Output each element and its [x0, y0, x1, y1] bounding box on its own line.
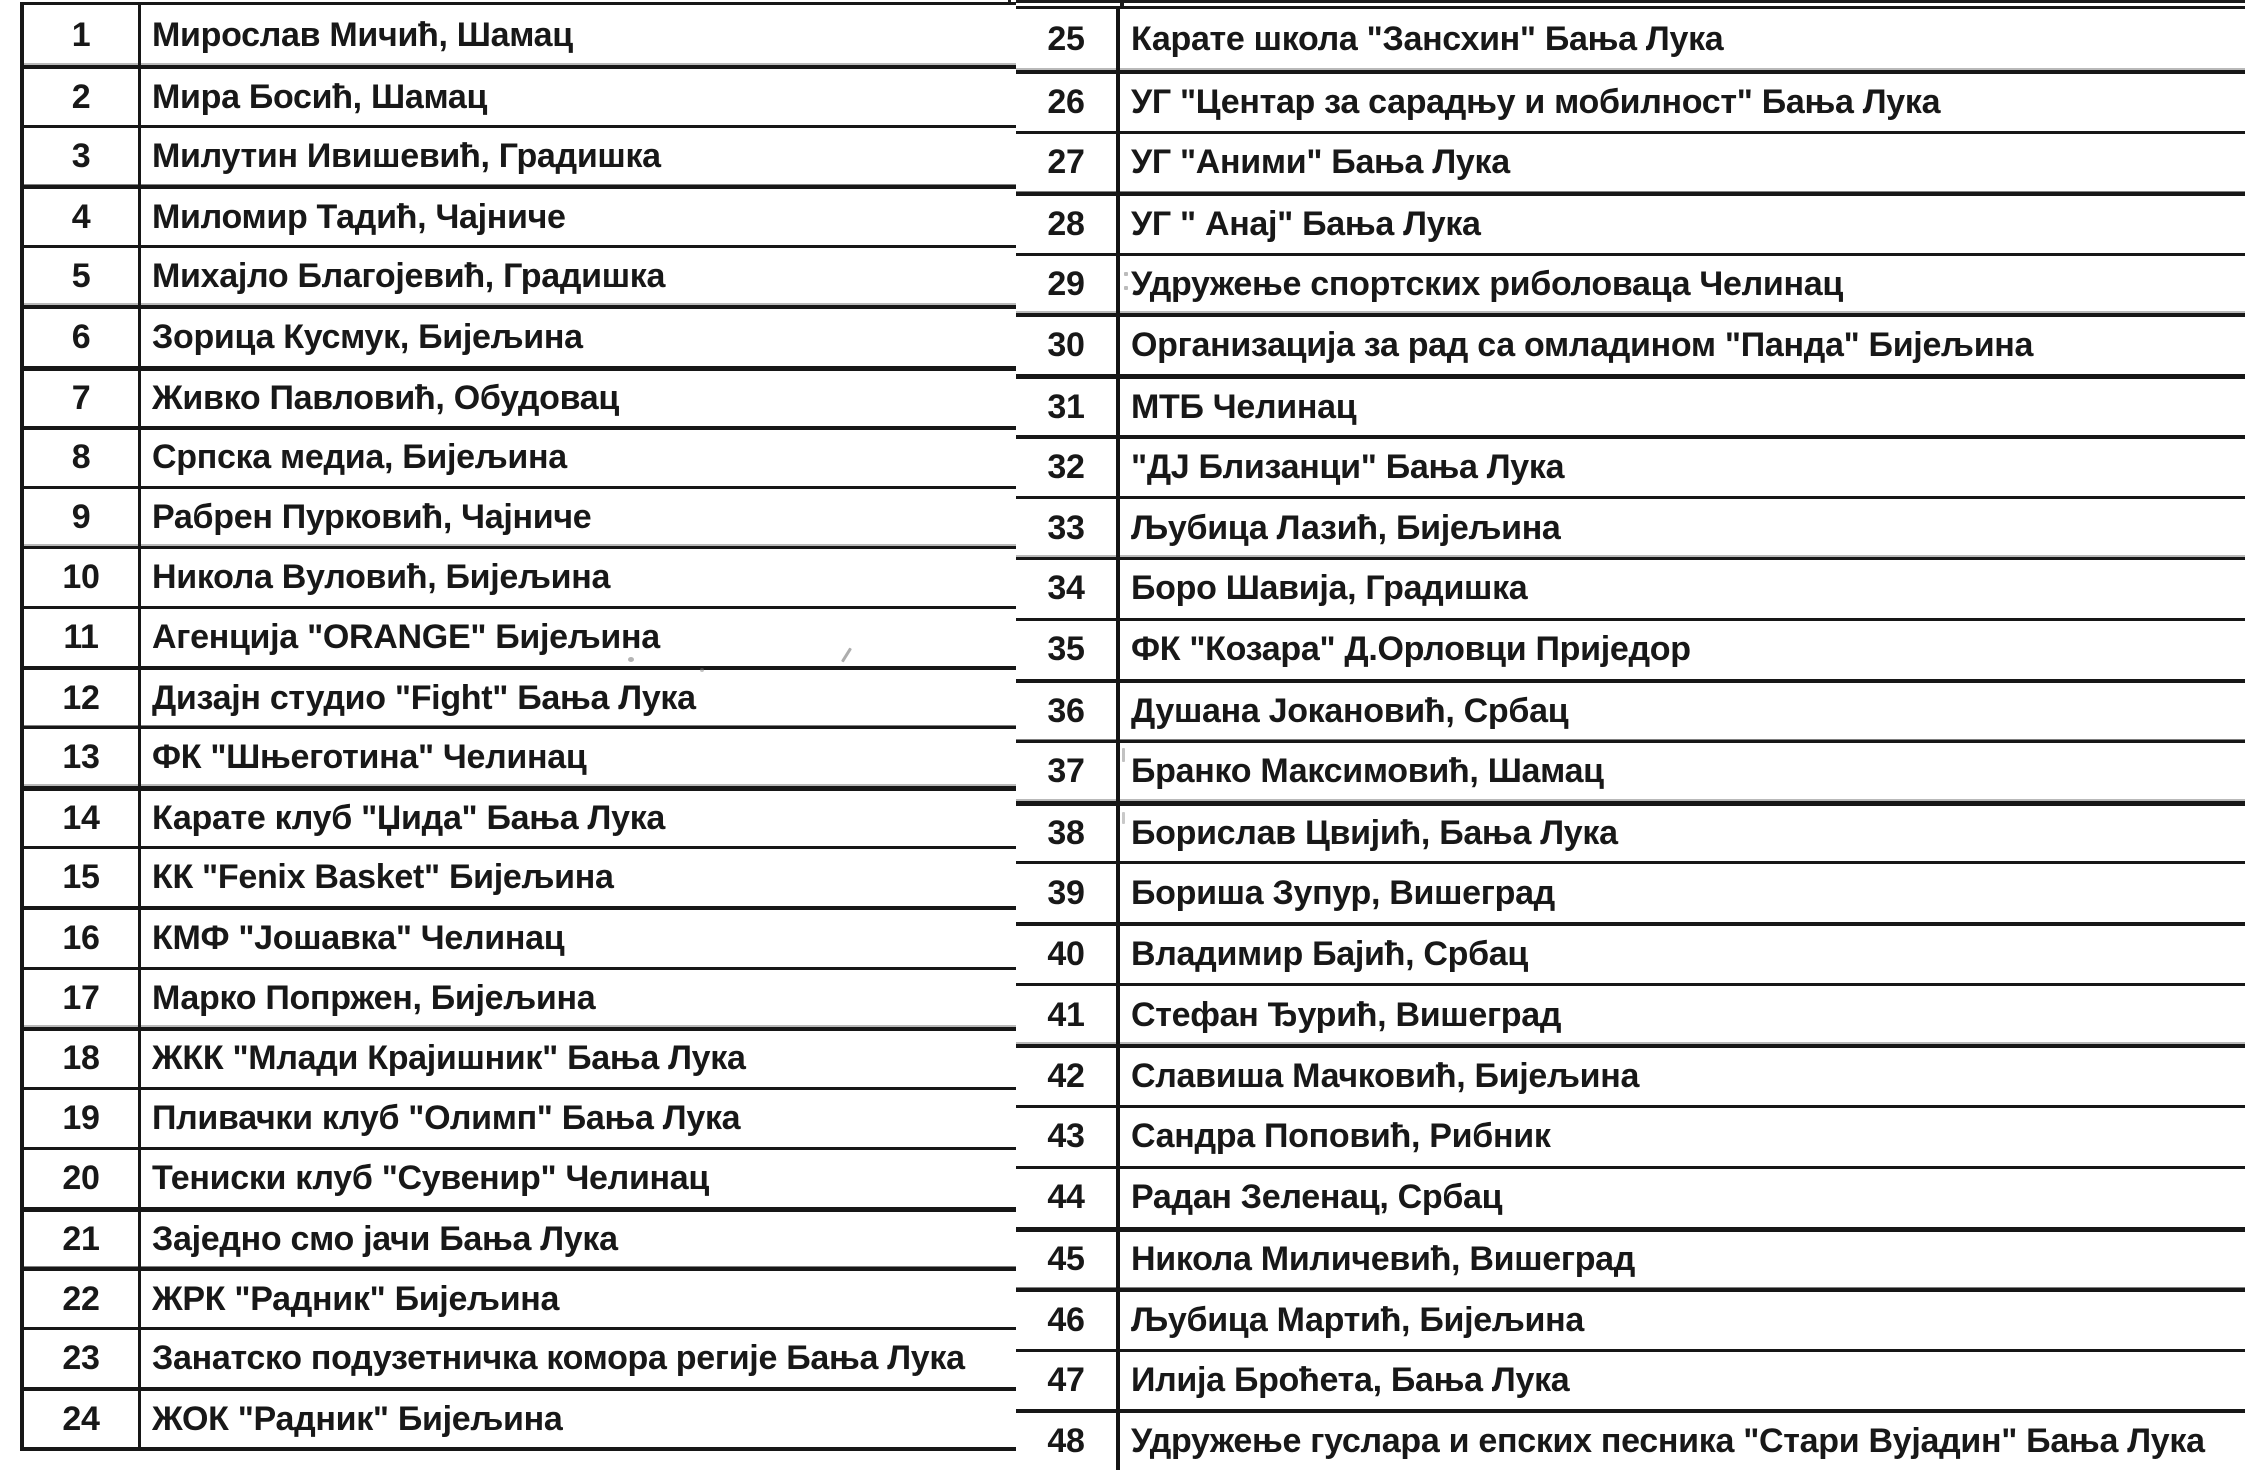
table-row — [1016, 1349, 2245, 1410]
row-number: 48 — [1016, 1413, 1120, 1470]
row-entry: Организација за рад са омладином "Панда" Бијељина — [1131, 326, 2034, 365]
row-number: 25 — [1016, 9, 1120, 70]
row-number: 12 — [24, 670, 141, 726]
row-entry: Никола Вуловић, Бијељина — [152, 557, 611, 596]
row-number: 44 — [1016, 1169, 1120, 1227]
row-number: 15 — [24, 849, 141, 906]
row-entry: Карате клуб "Џида" Бања Лука — [152, 799, 666, 838]
row-number: 35 — [1016, 621, 1120, 679]
table-row — [1016, 131, 2245, 192]
row-entry: Тениски клуб "Сувенир" Челинац — [152, 1158, 709, 1197]
scan-noise-speck — [1122, 748, 1125, 762]
table-row — [24, 546, 1016, 606]
row-entry: ФК "Шњеготина" Челинац — [152, 738, 587, 777]
row-entry: Душана Јокановић, Србац — [1131, 691, 1569, 730]
row-entry: Занатско подузетничка комора регије Бања Лука — [152, 1339, 965, 1378]
scan-noise-speck — [628, 657, 634, 662]
row-entry: Пливачки клуб "Олимп" Бања Лука — [152, 1098, 741, 1137]
table-row — [24, 1267, 1016, 1327]
row-number: 16 — [24, 910, 141, 966]
row-number: 4 — [24, 189, 141, 245]
row-number: 30 — [1016, 317, 1120, 374]
row-number: 20 — [24, 1150, 141, 1207]
row-number: 7 — [24, 371, 141, 426]
table-row — [24, 486, 1016, 546]
registry-table-right — [1016, 6, 2245, 1470]
registry-table-left — [20, 2, 1016, 1451]
table-row — [24, 967, 1016, 1027]
row-entry: Стефан Ђурић, Вишеград — [1131, 995, 1562, 1034]
row-entry: "ДЈ Близанци" Бања Лука — [1131, 448, 1565, 487]
row-number: 28 — [1016, 196, 1120, 253]
row-number: 24 — [24, 1391, 141, 1447]
table-row — [1016, 618, 2245, 679]
row-number: 39 — [1016, 864, 1120, 922]
row-entry: Радан Зеленац, Србац — [1131, 1178, 1503, 1217]
row-number: 42 — [1016, 1048, 1120, 1105]
table-row — [1016, 1105, 2245, 1166]
row-entry: Милутин Ивишевић, Градишка — [152, 137, 661, 176]
row-number: 40 — [1016, 926, 1120, 983]
row-number: 26 — [1016, 74, 1120, 131]
table-row — [1016, 435, 2245, 496]
row-number: 13 — [24, 729, 141, 786]
row-entry: Љубица Лазић, Бијељина — [1131, 508, 1561, 547]
table-row — [1016, 9, 2245, 70]
row-entry: МТБ Челинац — [1131, 387, 1357, 426]
row-entry: Владимир Бајић, Србац — [1131, 935, 1529, 974]
row-entry: ЖКК "Млади Крајишник" Бања Лука — [152, 1039, 746, 1078]
table-row — [24, 1027, 1016, 1087]
row-number: 10 — [24, 549, 141, 606]
table-row — [24, 426, 1016, 486]
row-entry: Борислав Цвијић, Бања Лука — [1131, 814, 1618, 853]
row-entry: Никола Миличевић, Вишеград — [1131, 1240, 1636, 1279]
table-row — [24, 1327, 1016, 1387]
table-row — [1016, 374, 2245, 435]
table-row — [1016, 70, 2245, 131]
row-entry: Удружење гуслара и епских песника "Стари Вујадин" Бања Лука — [1131, 1422, 2205, 1461]
row-number: 32 — [1016, 439, 1120, 496]
row-entry: Мирослав Мичић, Шамац — [152, 15, 573, 54]
scan-line-fragment — [1016, 0, 2245, 3]
row-number: 2 — [24, 69, 141, 125]
row-entry: Илија Броћета, Бања Лука — [1131, 1361, 1570, 1400]
table-row — [1016, 922, 2245, 983]
row-entry: ФК "Козара" Д.Орловци Приједор — [1131, 630, 1691, 669]
row-entry: Сандра Поповић, Рибник — [1131, 1117, 1551, 1156]
row-entry: Марко Попржен, Бијељина — [152, 978, 596, 1017]
row-entry: Живко Павловић, Обудовац — [152, 378, 619, 417]
row-number: 33 — [1016, 499, 1120, 557]
row-entry: Љубица Мартић, Бијељина — [1131, 1300, 1584, 1339]
row-entry: Славиша Мачковић, Бијељина — [1131, 1057, 1640, 1096]
table-row — [1016, 740, 2245, 801]
table-row — [1016, 557, 2245, 618]
table-row — [1016, 313, 2245, 374]
table-row — [1016, 1409, 2245, 1470]
row-number: 5 — [24, 248, 141, 305]
row-entry: Заједно смо јачи Бања Лука — [152, 1219, 618, 1258]
table-row — [24, 1387, 1016, 1447]
scan-noise-speck — [1122, 812, 1125, 824]
row-entry: Рабрен Пурковић, Чајниче — [152, 497, 592, 536]
row-number: 19 — [24, 1090, 141, 1147]
scan-noise-speck — [1124, 272, 1128, 276]
row-number: 34 — [1016, 560, 1120, 618]
row-number: 36 — [1016, 683, 1120, 740]
row-entry: Бранко Максимовић, Шамац — [1131, 752, 1604, 791]
row-entry: Михајло Благојевић, Градишка — [152, 257, 666, 296]
table-row — [1016, 1044, 2245, 1105]
row-number: 14 — [24, 791, 141, 846]
table-row — [1016, 861, 2245, 922]
table-row — [24, 786, 1016, 846]
row-number: 37 — [1016, 743, 1120, 801]
row-number: 41 — [1016, 986, 1120, 1044]
table-row — [1016, 1166, 2245, 1227]
row-entry: КМФ "Јошавка" Челинац — [152, 918, 565, 957]
table-row — [1016, 801, 2245, 862]
table-row — [24, 1147, 1016, 1207]
row-entry: Српска медиа, Бијељина — [152, 438, 567, 477]
row-entry: Дизајн студио "Fight" Бања Лука — [152, 678, 696, 717]
table-row — [24, 726, 1016, 786]
table-row — [1016, 1227, 2245, 1288]
row-number: 22 — [24, 1271, 141, 1327]
table-row — [24, 606, 1016, 666]
row-entry: Агенција "ORANGE" Бијељина — [152, 617, 660, 656]
table-row — [24, 65, 1016, 125]
row-number: 21 — [24, 1212, 141, 1267]
row-number: 27 — [1016, 134, 1120, 192]
table-row — [24, 666, 1016, 726]
row-entry: Зорица Кусмук, Бијељина — [152, 318, 583, 357]
row-number: 9 — [24, 489, 141, 546]
row-number: 47 — [1016, 1352, 1120, 1410]
row-entry: УГ " Анај" Бања Лука — [1131, 204, 1481, 243]
row-entry: УГ "Аними" Бања Лука — [1131, 143, 1510, 182]
row-number: 31 — [1016, 379, 1120, 435]
row-entry: КК "Fenix Basket" Бијељина — [152, 858, 614, 897]
table-row — [24, 1087, 1016, 1147]
scan-noise-speck — [1124, 286, 1128, 290]
row-number: 38 — [1016, 806, 1120, 862]
row-number: 11 — [24, 609, 141, 666]
row-entry: Удружење спортских риболоваца Челинац — [1131, 265, 1843, 303]
row-number: 45 — [1016, 1232, 1120, 1288]
row-number: 1 — [24, 5, 141, 65]
row-entry: ЖРК "Радник" Бијељина — [152, 1279, 560, 1318]
table-row — [24, 366, 1016, 426]
table-row — [24, 906, 1016, 966]
row-entry: Миломир Тадић, Чајниче — [152, 197, 566, 236]
table-row — [24, 305, 1016, 365]
row-entry: ЖОК "Радник" Бијељина — [152, 1399, 563, 1438]
row-number: 43 — [1016, 1108, 1120, 1166]
scan-noise-speck — [700, 668, 704, 672]
row-entry: Бориша Зупур, Вишеград — [1131, 873, 1555, 912]
row-entry: Карате школа "Зансхин" Бања Лука — [1131, 19, 1724, 58]
table-row — [1016, 192, 2245, 253]
row-number: 46 — [1016, 1292, 1120, 1349]
table-row — [1016, 679, 2245, 740]
table-row — [24, 185, 1016, 245]
row-number: 6 — [24, 309, 141, 365]
row-entry: Боро Шавија, Градишка — [1131, 569, 1528, 608]
row-number: 18 — [24, 1031, 141, 1087]
table-row — [24, 245, 1016, 305]
row-number: 3 — [24, 128, 141, 185]
table-row — [1016, 1288, 2245, 1349]
table-row — [1016, 253, 2245, 314]
row-number: 23 — [24, 1330, 141, 1387]
row-number: 29 — [1016, 256, 1120, 314]
table-row — [1016, 983, 2245, 1044]
table-row — [1016, 496, 2245, 557]
row-entry: УГ "Центар за сарадњу и мобилност" Бања Лука — [1131, 82, 1941, 121]
table-row — [24, 1207, 1016, 1267]
table-row — [24, 125, 1016, 185]
table-row — [24, 846, 1016, 906]
row-number: 17 — [24, 970, 141, 1027]
row-number: 8 — [24, 430, 141, 486]
row-entry: Мира Босић, Шамац — [152, 77, 488, 116]
table-row — [24, 5, 1016, 65]
